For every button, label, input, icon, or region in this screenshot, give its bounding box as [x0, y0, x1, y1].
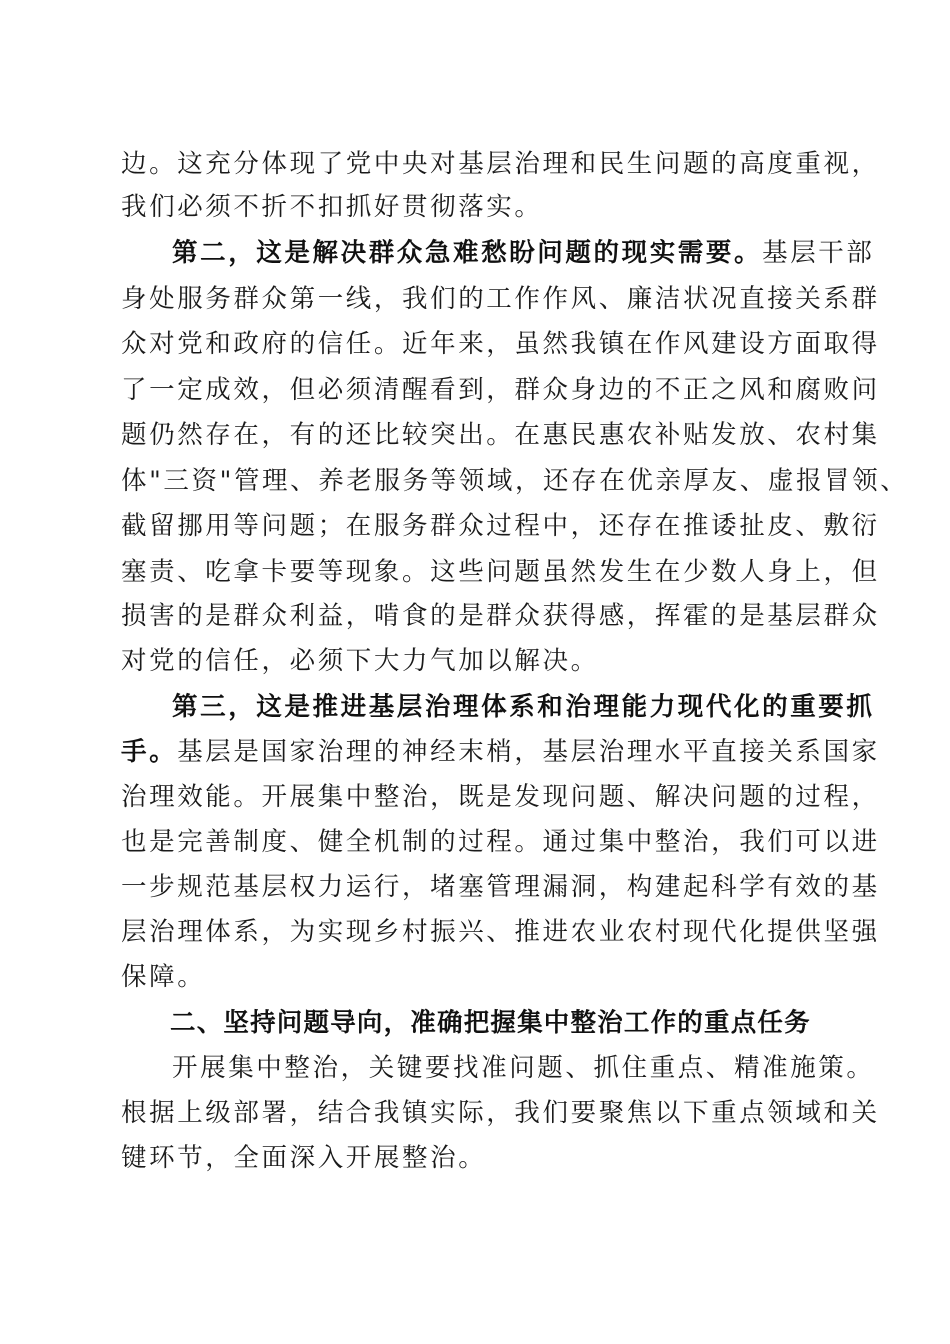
paragraph-line: 键环节，全面深入开展整治。	[121, 1143, 487, 1173]
paragraph-line: 根据上级部署，结合我镇实际，我们要聚焦以下重点领域和关	[121, 1098, 880, 1128]
paragraph-line: 塞责、吃拿卡要等现象。这些问题虽然发生在少数人身上，但	[121, 557, 880, 587]
paragraph-line: 截留挪用等问题；在服务群众过程中，还存在推诿扯皮、敷衍	[121, 511, 880, 541]
paragraph-line: 层治理体系，为实现乡村振兴、推进农业农村现代化提供坚强	[121, 917, 880, 947]
paragraph-line: 题仍然存在，有的还比较突出。在惠民惠农补贴发放、农村集	[121, 420, 880, 450]
paragraph-line: 治理效能。开展集中整治，既是发现问题、解决问题的过程，	[121, 782, 880, 812]
paragraph-line: 开展集中整治，关键要找准问题、抓住重点、精准施策。	[172, 1053, 875, 1083]
paragraph-line: 损害的是群众利益，啃食的是群众获得感，挥霍的是基层群众	[121, 601, 880, 631]
paragraph-text: 基层是国家治理的神经末梢，基层治理水平直接关系国家	[177, 737, 880, 767]
paragraph-line	[121, 737, 880, 767]
paragraph-line: 对党的信任，必须下大力气加以解决。	[121, 646, 599, 676]
paragraph-line: 身处服务群众第一线，我们的工作作风、廉洁状况直接关系群	[121, 284, 880, 314]
paragraph-line: 体"三资"管理、养老服务等领域，还存在优亲厚友、虚报冒领、	[121, 466, 909, 496]
paragraph-line: 一步规范基层权力运行，堵塞管理漏洞，构建起科学有效的基	[121, 872, 880, 902]
paragraph-line: 边。这充分体现了党中央对基层治理和民生问题的高度重视，	[121, 149, 880, 179]
paragraph-line: 我们必须不折不扣抓好贯彻落实。	[121, 192, 543, 222]
paragraph-line	[172, 238, 875, 268]
paragraph-line: 保障。	[121, 962, 206, 992]
paragraph-line: 了一定成效，但必须清醒看到，群众身边的不正之风和腐败问	[121, 375, 880, 405]
paragraph-line: 也是完善制度、健全机制的过程。通过集中整治，我们可以进	[121, 827, 880, 857]
paragraph-lead: 手。	[121, 737, 178, 767]
paragraph-lead: 第三，这是推进基层治理体系和治理能力现代化的重要抓	[172, 692, 875, 722]
paragraph-text: 基层干部	[762, 238, 875, 268]
paragraph-lead: 第二，这是解决群众急难愁盼问题的现实需要。	[172, 238, 763, 268]
section-heading: 二、坚持问题导向，准确把握集中整治工作的重点任务	[170, 1008, 811, 1038]
paragraph-line	[172, 692, 875, 722]
paragraph-line: 众对党和政府的信任。近年来，虽然我镇在作风建设方面取得	[121, 329, 880, 359]
